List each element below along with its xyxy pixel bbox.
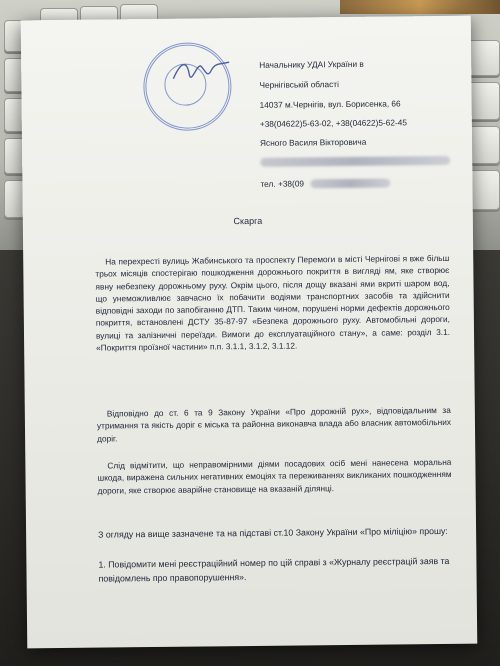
- redacted-phone: [310, 179, 390, 189]
- paragraph-complaint: На перехресті вулиць Жабинського та проспекту Перемоги в місті Чернігові я вже більш трьох місяців спостерігаю пошкодження дорожнього покриття в вигляді ям, яке створює явну небезпеку дорожньому руху. Окрім цього, після дощу вказані ями вкриті шаром вод, що унеможливлює завчасно їх побачити водіями транспортних засобів та здійснити відповідні заходи по запобіганню ДТП. Таким чином, порушені норми дефектів дорожнього покриття, встановлені ДСТУ 35-87-97 «Безпека дорожнього руху. Автомобільні дороги, вулиці та залізничні переїзди. Вимоги до експлуатаційного стану», а саме: розділ 3.1. «Покриття проїзної частини» п.п. 3.1.1, 3.1.2, 3.1.12.: [95, 252, 451, 353]
- request-item-1: 1. Повідомити мені реєстраційний номер по цій справі з «Журналу реєстрацій заяв та повідомлень про правопорушення».: [98, 555, 450, 584]
- recipient-address: 14037 м.Чернігів, вул. Борисенка, 66: [259, 98, 401, 110]
- paragraph-law: Відповідно до ст. 6 та 9 Закону України «Про дорожній рух», відповідальним за утримання та якість доріг є міська та районна виконавча влада або власник автомобільних доріг.: [96, 404, 452, 444]
- sender-name: Ясного Василя Вікторовича: [259, 136, 367, 148]
- sender-phone: тел. +38(09: [260, 178, 305, 189]
- paragraph-damages: Слід відмітити, що неправомірними діями посадових осіб мені нанесена моральна шкода, виражена сильних негативних емоціях та переживаннях викликаних пошкодженням дороги, яке створює аварійне становище на вказаній ділянці.: [97, 456, 452, 496]
- redacted-address: [260, 156, 450, 167]
- paragraph-request-intro: З огляду на вище зазначене та на підставі ст.10 Закону України «Про міліцію» прошу:: [98, 525, 448, 540]
- recipient-title: Начальнику УДАІ України в: [259, 58, 364, 70]
- complaint-letter: [21, 16, 478, 649]
- document-title: Скарга: [233, 215, 263, 227]
- handwritten-signature: [171, 56, 231, 87]
- brass-gadget: [340, 0, 500, 14]
- recipient-region: Чернігівській області: [259, 79, 339, 90]
- recipient-phones: +38(04622)5-63-02, +38(04622)5-62-45: [259, 117, 408, 129]
